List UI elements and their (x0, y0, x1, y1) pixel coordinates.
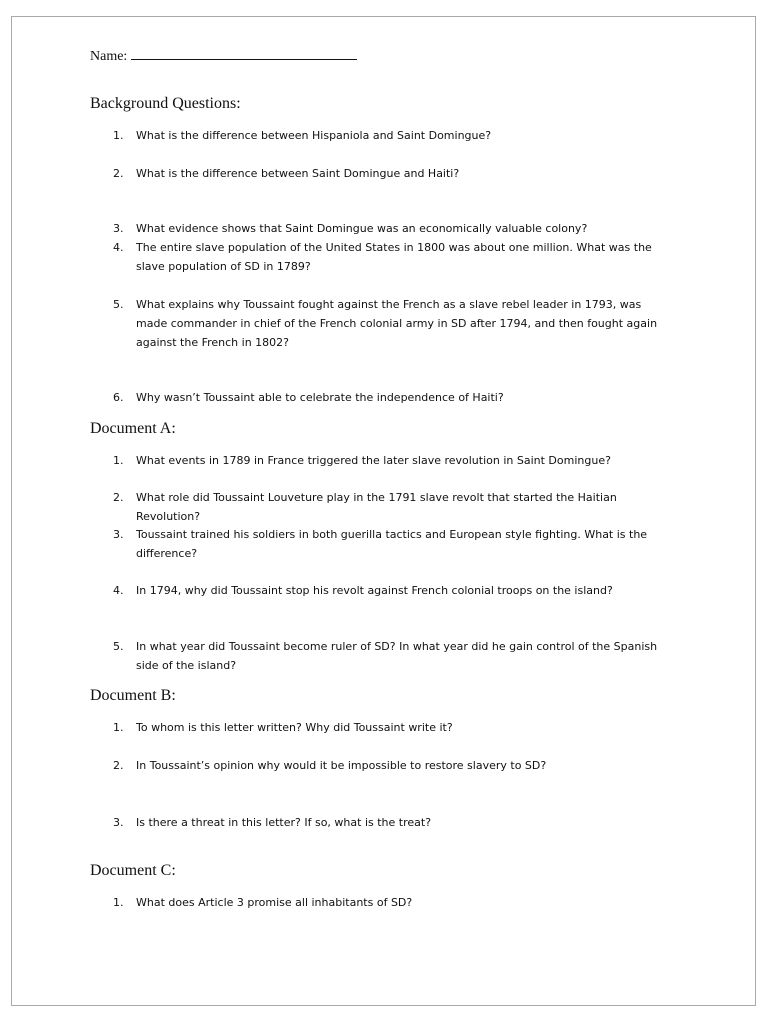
question-text: What explains why Toussaint fought against the French as a slave rebel leader in 1793, was made commander in chief of the French colonial army in SD after 1794, and then fought again against the French in 1802? (136, 298, 658, 349)
question-text: To whom is this letter written? Why did Toussaint write it? (136, 721, 453, 734)
question-item (113, 126, 673, 145)
question-text: What is the difference between Saint Domingue and Haiti? (136, 167, 460, 180)
question-number: 2. (113, 167, 124, 180)
question-item (113, 813, 673, 832)
question-item (113, 219, 673, 238)
question-number: 1. (113, 721, 124, 734)
question-number: 1. (113, 129, 124, 142)
question-number: 6. (113, 391, 124, 404)
question-item (113, 637, 673, 675)
question-text: What role did Toussaint Louveture play in the 1791 slave revolt that started the Haitian Revolution? (136, 491, 617, 523)
question-item (113, 295, 673, 352)
question-text: In what year did Toussaint become ruler of SD? In what year did he gain control of the Spanish side of the island? (136, 640, 658, 672)
question-text: What events in 1789 in France triggered the later slave revolution in Saint Domingue? (136, 454, 611, 467)
question-text: The entire slave population of the United States in 1800 was about one million. What was the slave population of SD in 1789? (136, 241, 652, 273)
question-number: 2. (113, 491, 124, 504)
question-item (113, 893, 673, 912)
question-number: 4. (113, 584, 124, 597)
question-item (113, 238, 673, 276)
question-number: 4. (113, 241, 124, 254)
question-number: 3. (113, 528, 124, 541)
question-number: 5. (113, 640, 124, 653)
question-number: 2. (113, 759, 124, 772)
question-item (113, 164, 673, 183)
question-item (113, 581, 673, 600)
question-text: Is there a threat in this letter? If so, what is the treat? (136, 816, 432, 829)
name-field (90, 47, 357, 65)
question-item (113, 525, 673, 563)
question-item (113, 756, 673, 775)
section-heading-document-b: Document B: (90, 687, 176, 704)
question-number: 1. (113, 896, 124, 909)
question-item (113, 718, 673, 737)
name-label: Name: (90, 49, 128, 64)
question-number: 5. (113, 298, 124, 311)
question-text: What evidence shows that Saint Domingue was an economically valuable colony? (136, 222, 588, 235)
question-item (113, 488, 673, 526)
question-item (113, 388, 673, 407)
question-text: In 1794, why did Toussaint stop his revolt against French colonial troops on the island? (136, 584, 613, 597)
question-number: 1. (113, 454, 124, 467)
section-heading-background: Background Questions: (90, 95, 241, 112)
question-item (113, 451, 673, 470)
question-text: In Toussaint’s opinion why would it be impossible to restore slavery to SD? (136, 759, 547, 772)
question-text: Why wasn’t Toussaint able to celebrate the independence of Haiti? (136, 391, 504, 404)
section-heading-document-c: Document C: (90, 862, 176, 879)
question-text: What does Article 3 promise all inhabitants of SD? (136, 896, 413, 909)
question-number: 3. (113, 222, 124, 235)
question-text: Toussaint trained his soldiers in both guerilla tactics and European style fighting. What is the difference? (136, 528, 648, 560)
question-number: 3. (113, 816, 124, 829)
section-heading-document-a: Document A: (90, 420, 176, 437)
question-text: What is the difference between Hispaniola and Saint Domingue? (136, 129, 492, 142)
name-blank-line (131, 47, 357, 60)
